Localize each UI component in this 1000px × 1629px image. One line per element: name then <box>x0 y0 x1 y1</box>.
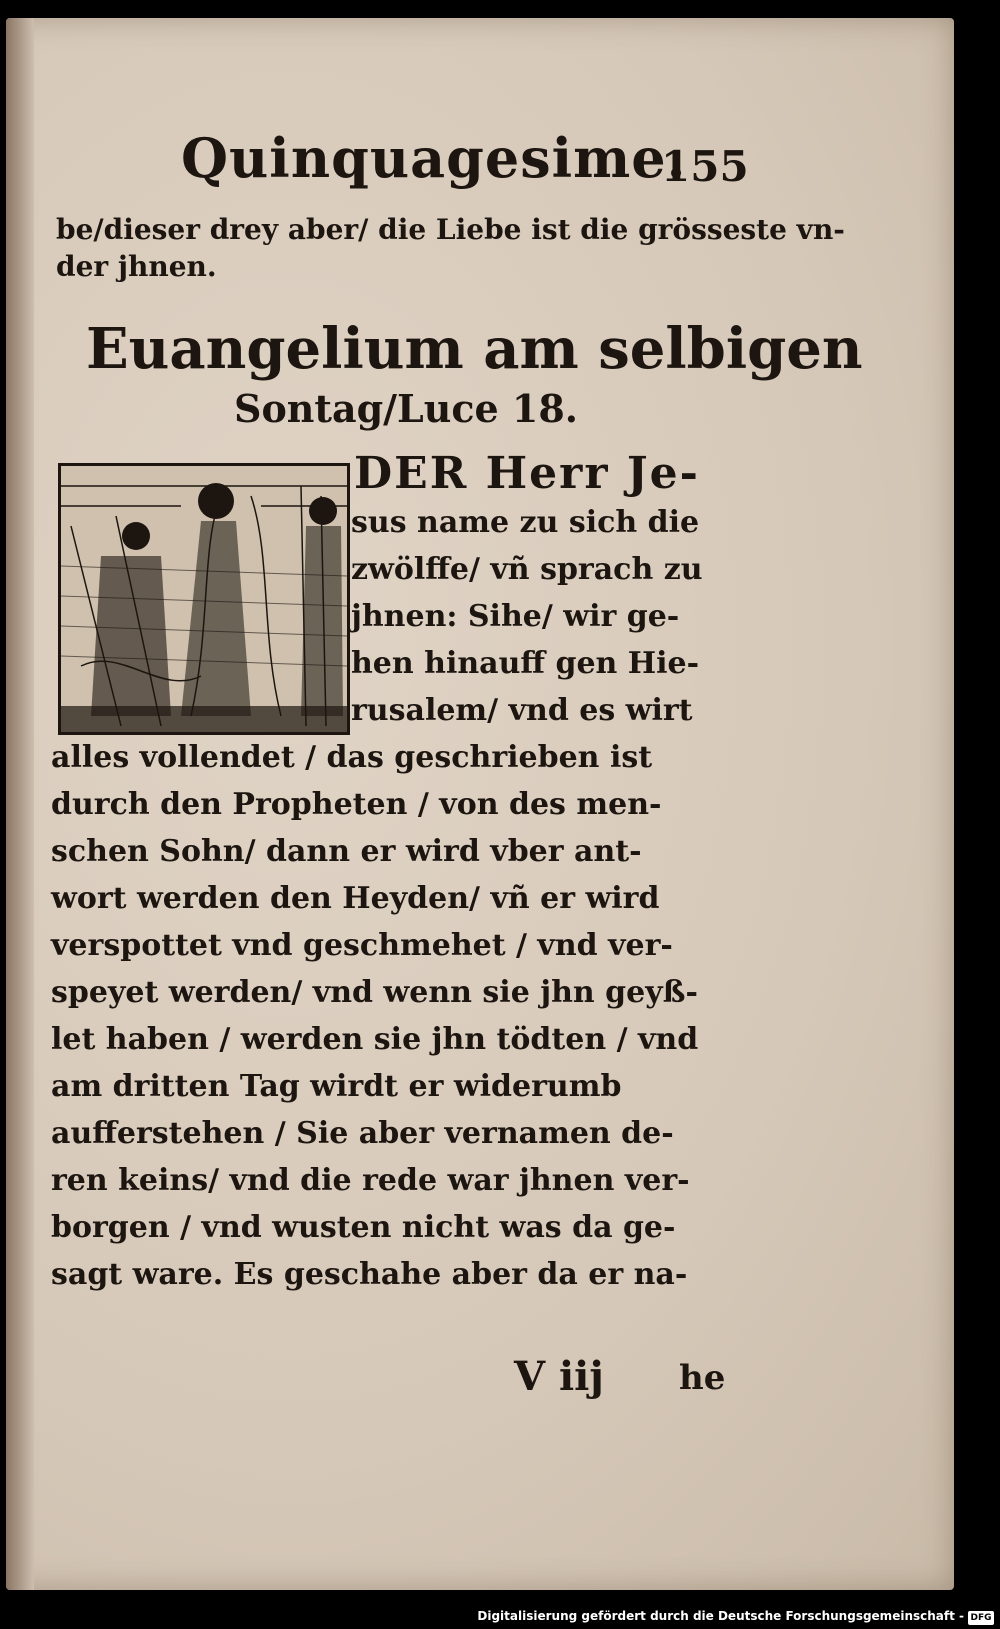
body-line-5: hen hinauff gen Hie- <box>351 646 700 681</box>
carryover-line-2: der jhnen. <box>56 250 217 283</box>
carryover-line-1: be/dieser drey aber/ die Liebe ist die grösseste vn- <box>56 213 845 246</box>
digitization-credit: Digitalisierung gefördert durch die Deutsche Forschungsgemeinschaft - <box>477 1609 964 1623</box>
body-line-18: sagt ware. Es geschahe aber da er na- <box>51 1257 688 1292</box>
body-line-17: borgen / vnd wusten nicht was da ge- <box>51 1210 676 1245</box>
body-line-2: sus name zu sich die <box>351 505 700 540</box>
body-line-15: aufferstehen / Sie aber vernamen de- <box>51 1116 674 1151</box>
running-head: Quinquagesime. <box>181 126 687 190</box>
body-line-12: speyet werden/ vnd wenn sie jhn geyß- <box>51 975 698 1010</box>
section-subtitle: Sontag/Luce 18. <box>234 386 579 431</box>
page-gutter <box>6 18 34 1590</box>
book-page <box>6 18 954 1590</box>
body-line-3: zwölffe/ vñ sprach zu <box>351 552 703 587</box>
section-title: Euangelium am selbigen <box>86 316 863 382</box>
body-line-13: let haben / werden sie jhn tödten / vnd <box>51 1022 699 1057</box>
body-line-16: ren keins/ vnd die rede war jhnen ver- <box>51 1163 690 1198</box>
body-line-1: DER Herr Je- <box>354 448 700 499</box>
woodcut-illustration <box>61 466 347 732</box>
body-line-11: verspottet vnd geschmehet / vnd ver- <box>51 928 673 963</box>
page-number: 155 <box>661 142 749 191</box>
dfg-logo: DFG <box>968 1611 994 1625</box>
body-line-9: schen Sohn/ dann er wird vber ant- <box>51 834 642 869</box>
body-line-4: jhnen: Sihe/ wir ge- <box>351 599 680 634</box>
body-line-14: am dritten Tag wirdt er widerumb <box>51 1069 622 1104</box>
body-line-8: durch den Propheten / von des men- <box>51 787 662 822</box>
body-line-10: wort werden den Heyden/ vñ er wird <box>51 881 660 916</box>
christ-with-disciples-woodcut <box>58 463 350 735</box>
body-line-7: alles vollendet / das geschrieben ist <box>51 740 653 775</box>
body-line-6: rusalem/ vnd es wirt <box>351 693 693 728</box>
signature-mark: V iij <box>514 1353 604 1400</box>
catchword: he <box>679 1358 726 1398</box>
